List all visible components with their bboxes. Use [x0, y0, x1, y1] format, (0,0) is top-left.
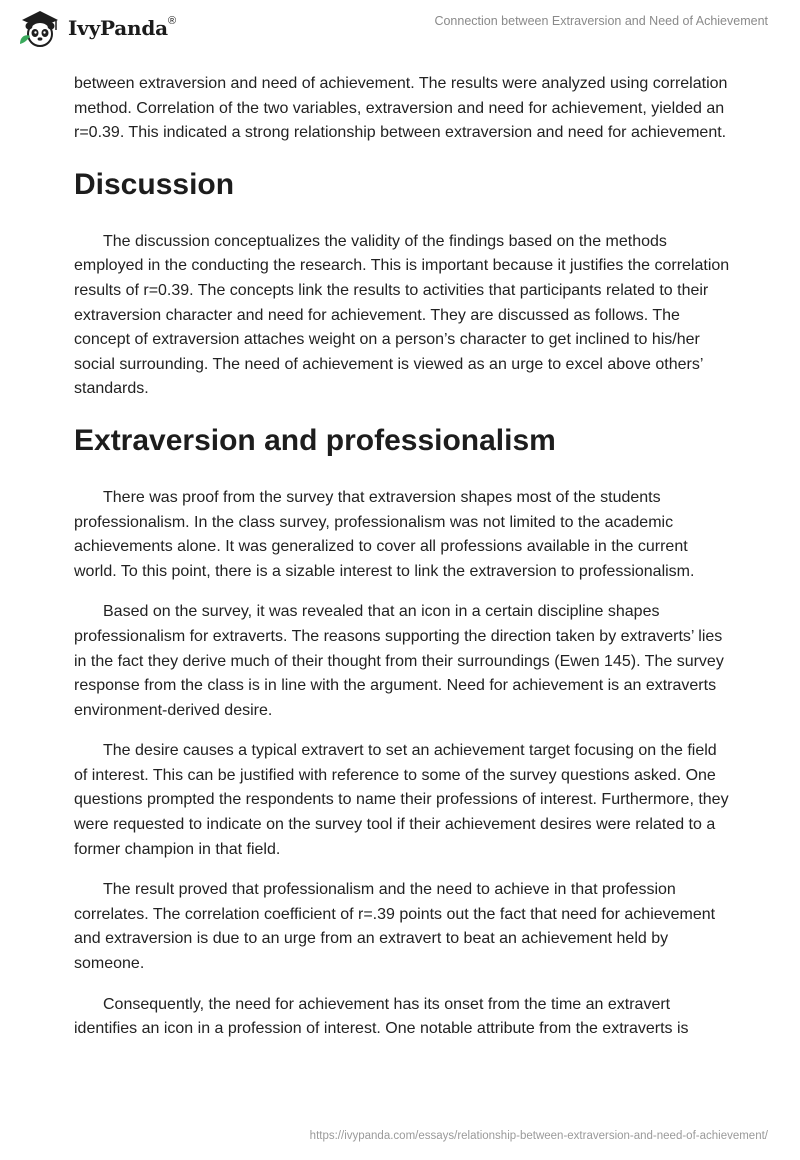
discussion-heading: Discussion	[74, 167, 235, 201]
discussion-paragraph: The discussion conceptualizes the validity of the findings based on the methods employed in the conducting the research. This is important because it justifies the correlation results of r=0.39. The concepts link the results to activities that participants related to their extraversion character and need for achievement. They are discussed as follows. The concept of extraversion attaches weight on a person’s character to get inclined to his/her social surrounding. The need of achievement is viewed as an urge to excel above others’ standards.	[74, 232, 730, 398]
body-paragraph: There was proof from the survey that extraversion shapes most of the students professionalism. In the class survey, professionalism was not limited to the academic achievements alone. It was generalized to cover all professions available in the current world. To this point, there is a sizable interest to link the extraversion to professionalism.	[74, 488, 695, 580]
intro-paragraph: between extraversion and need of achievement. The results were analyzed using correlation method. Correlation of the two variables, extraversion and need for achievement, yielded an r=0.39. This indicated a strong relationship between extraversion and need for achievement.	[74, 75, 728, 142]
body-paragraph: The desire causes a typical extravert to set an achievement target focusing on the field of interest. This can be justified with reference to some of the survey questions asked. One questions prompted the respondents to name their professions of interest. Furthermore, they were requested to indicate on the survey tool if their achievement desires were related to a former champion in that field.	[74, 742, 729, 858]
page-header	[0, 0, 800, 70]
professionalism-heading: Extraversion and professionalism	[74, 423, 556, 457]
brand-name: IvyPanda®	[68, 15, 176, 40]
document-title: Connection between Extraversion and Need of Achievement	[434, 14, 768, 28]
body-paragraph: Based on the survey, it was revealed that an icon in a certain discipline shapes professionalism for extraverts. The reasons supporting the direction taken by extraverts’ lies in the fact they derive much of their thought from their surroundings (Ewen 145). The survey response from the class is in line with the argument. Need for achievement is an extraverts environment-derived desire.	[74, 603, 724, 719]
body-paragraph: Consequently, the need for achievement has its onset from the time an extravert identifies an icon in a profession of interest. One notable attribute from the extraverts is	[74, 995, 689, 1038]
panda-graduate-icon	[16, 8, 62, 48]
ivypanda-logo[interactable]	[16, 8, 176, 48]
essay-body	[74, 72, 730, 1042]
body-paragraph: The result proved that professionalism and the need to achieve in that profession correlates. The correlation coefficient of r=.39 points out the fact that need for achievement and extraversion is due to an urge from an extravert to beat an achievement held by someone.	[74, 881, 716, 973]
source-url[interactable]: https://ivypanda.com/essays/relationship-between-extraversion-and-need-of-achievement/	[309, 1130, 768, 1142]
